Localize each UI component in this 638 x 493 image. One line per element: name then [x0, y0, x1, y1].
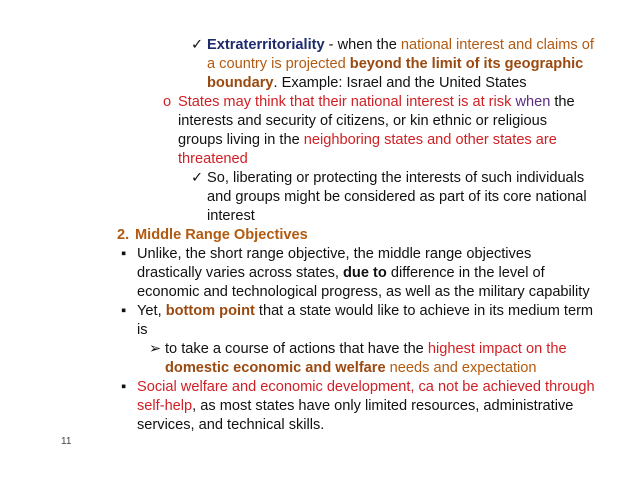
- extraterritoriality-line-3: boundary. Example: Israel and the United States: [207, 75, 527, 91]
- states-line-1: States may think that their national interest is at risk when the: [178, 94, 575, 110]
- liberating-line-2: and groups might be considered as part of its core national: [207, 189, 587, 205]
- page-number: 11: [61, 436, 72, 447]
- yet-line-2: is: [137, 322, 148, 338]
- section-number: 2.: [117, 227, 130, 243]
- square-bullet-icon: ▪: [121, 379, 127, 395]
- unlike-line-1: Unlike, the short range objective, the middle range objectives: [137, 246, 532, 262]
- take-line-1: to take a course of actions that have the highest impact on the: [165, 341, 567, 357]
- square-bullet-icon: ▪: [121, 246, 127, 262]
- take-line-2: domestic economic and welfare needs and expectation: [165, 360, 537, 376]
- states-line-3: groups living in the neighboring states and other states are: [178, 132, 557, 148]
- unlike-line-3: economic and technological progress, as well as the military capability: [137, 284, 590, 300]
- states-line-4: threatened: [178, 151, 248, 167]
- extraterritoriality-line-1: Extraterritoriality - when the national interest and claims of: [207, 37, 594, 53]
- liberating-line-1: So, liberating or protecting the interests of such individuals: [207, 170, 585, 186]
- liberating-line-3: interest: [207, 208, 255, 224]
- section-heading: Middle Range Objectives: [135, 227, 308, 243]
- extraterritoriality-line-2: a country is projected beyond the limit of its geographic: [207, 56, 584, 72]
- social-line-3: services, and technical skills.: [137, 417, 325, 433]
- yet-line-1: Yet, bottom point that a state would like to achieve in its medium term: [137, 303, 594, 319]
- circle-bullet-icon: o: [163, 94, 172, 110]
- square-bullet-icon: ▪: [121, 303, 127, 319]
- states-line-2: interests and security of citizens, or kin ethnic or religious: [178, 113, 548, 129]
- social-line-1: Social welfare and economic development, ca not be achieved through: [137, 379, 595, 395]
- social-line-2: self-help, as most states have only limited resources, administrative: [137, 398, 574, 414]
- arrow-bullet-icon: ➢: [149, 341, 162, 357]
- checkmark-icon: ✓: [191, 37, 204, 53]
- checkmark-icon: ✓: [191, 170, 204, 186]
- unlike-line-2: drastically varies across states, due to difference in the level of: [137, 265, 545, 281]
